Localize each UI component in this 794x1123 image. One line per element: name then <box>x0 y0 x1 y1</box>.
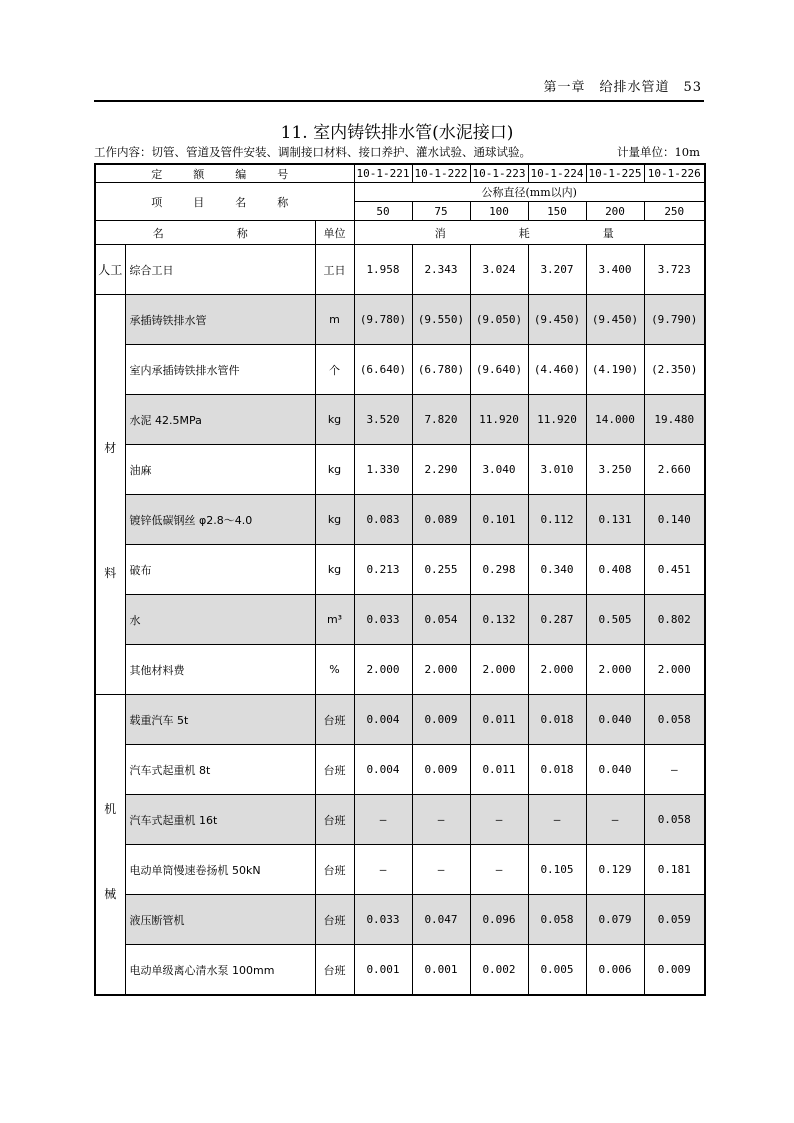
table-row <box>95 795 705 845</box>
table-row <box>95 845 705 895</box>
page-header <box>94 72 704 102</box>
item-unit: kg <box>315 545 354 595</box>
consumption-value: 0.054 <box>412 595 470 645</box>
consumption-value: 0.004 <box>354 695 412 745</box>
category-machine: 械 <box>104 886 117 901</box>
consumption-value: 0.047 <box>412 895 470 945</box>
unit-of-measure: 计量单位：10m <box>616 145 700 159</box>
table-row <box>95 745 705 795</box>
item-unit: 台班 <box>315 745 354 795</box>
col-name-header: 名 称 <box>95 221 315 245</box>
category-material: 材 <box>104 440 117 455</box>
item-unit: m³ <box>315 595 354 645</box>
table-row <box>95 345 705 395</box>
consumption-value: 0.105 <box>528 845 586 895</box>
consumption-value: 0.058 <box>644 695 705 745</box>
consumption-value: 3.400 <box>586 245 644 295</box>
item-name: 破布 <box>125 545 315 595</box>
consumption-value: 3.024 <box>470 245 528 295</box>
consumption-value: (9.780) <box>354 295 412 345</box>
diameter-label: 公称直径(mm以内) <box>354 183 705 202</box>
item-unit: 个 <box>315 345 354 395</box>
consumption-value: 0.287 <box>528 595 586 645</box>
consumption-value: 0.131 <box>586 495 644 545</box>
consumption-value: (9.050) <box>470 295 528 345</box>
item-unit: kg <box>315 445 354 495</box>
consumption-value: 0.298 <box>470 545 528 595</box>
quota-code-row <box>95 164 705 183</box>
consumption-value: 0.181 <box>644 845 705 895</box>
consumption-value: 0.140 <box>644 495 705 545</box>
consumption-value: 0.033 <box>354 595 412 645</box>
consumption-value: 0.009 <box>412 745 470 795</box>
consumption-value: 0.340 <box>528 545 586 595</box>
consumption-value: 2.000 <box>586 645 644 695</box>
table-row <box>95 645 705 695</box>
category-machine: 机 <box>104 801 117 816</box>
item-name: 电动单级离心清水泵 100mm <box>125 945 315 996</box>
table-row <box>95 245 705 295</box>
col-consumption-header: 消 耗 量 <box>354 221 705 245</box>
item-name: 水泥 42.5MPa <box>125 395 315 445</box>
table-row <box>95 695 705 745</box>
consumption-value: 0.011 <box>470 745 528 795</box>
consumption-value: (9.450) <box>528 295 586 345</box>
item-unit: kg <box>315 395 354 445</box>
consumption-value: — <box>354 845 412 895</box>
table-row <box>95 545 705 595</box>
consumption-value: (9.640) <box>470 345 528 395</box>
consumption-value: — <box>470 845 528 895</box>
consumption-value: (2.350) <box>644 345 705 395</box>
consumption-value: 2.000 <box>470 645 528 695</box>
consumption-value: 0.001 <box>354 945 412 996</box>
consumption-value: — <box>412 845 470 895</box>
diameter-value: 250 <box>644 202 705 221</box>
quota-code: 10-1-226 <box>644 164 705 183</box>
category-cell <box>95 295 125 695</box>
consumption-value: — <box>586 795 644 845</box>
consumption-value: 0.040 <box>586 745 644 795</box>
consumption-value: 0.001 <box>412 945 470 996</box>
consumption-value: 19.480 <box>644 395 705 445</box>
consumption-value: 1.330 <box>354 445 412 495</box>
consumption-value: (6.780) <box>412 345 470 395</box>
consumption-value: 11.920 <box>528 395 586 445</box>
consumption-value: 0.009 <box>412 695 470 745</box>
item-unit: 工日 <box>315 245 354 295</box>
item-name: 汽车式起重机 16t <box>125 795 315 845</box>
quota-code: 10-1-224 <box>528 164 586 183</box>
item-unit: 台班 <box>315 845 354 895</box>
consumption-value: 0.033 <box>354 895 412 945</box>
consumption-value: 0.011 <box>470 695 528 745</box>
consumption-value: 0.408 <box>586 545 644 595</box>
consumption-value: 0.451 <box>644 545 705 595</box>
consumption-value: (4.190) <box>586 345 644 395</box>
consumption-value: — <box>644 745 705 795</box>
consumption-value: 7.820 <box>412 395 470 445</box>
consumption-value: (9.790) <box>644 295 705 345</box>
item-name: 综合工日 <box>125 245 315 295</box>
quota-code: 10-1-222 <box>412 164 470 183</box>
consumption-value: — <box>528 795 586 845</box>
consumption-value: (6.640) <box>354 345 412 395</box>
consumption-value: 0.505 <box>586 595 644 645</box>
consumption-value: 3.723 <box>644 245 705 295</box>
table-row <box>95 395 705 445</box>
category-cell <box>95 695 125 996</box>
quota-code: 10-1-221 <box>354 164 412 183</box>
table-row <box>95 295 705 345</box>
consumption-value: 0.009 <box>644 945 705 996</box>
item-name: 承插铸铁排水管 <box>125 295 315 345</box>
diameter-value: 75 <box>412 202 470 221</box>
col-unit-header: 单位 <box>315 221 354 245</box>
consumption-value: 11.920 <box>470 395 528 445</box>
item-name: 油麻 <box>125 445 315 495</box>
quota-code: 10-1-225 <box>586 164 644 183</box>
consumption-value: 0.059 <box>644 895 705 945</box>
table-row <box>95 495 705 545</box>
item-name: 水 <box>125 595 315 645</box>
quota-code: 10-1-223 <box>470 164 528 183</box>
item-unit: 台班 <box>315 895 354 945</box>
category-cell <box>95 245 125 295</box>
consumption-value: 0.112 <box>528 495 586 545</box>
running-header: 第一章 给排水管道 53 <box>543 80 702 95</box>
item-name: 室内承插铸铁排水管件 <box>125 345 315 395</box>
consumption-value: 14.000 <box>586 395 644 445</box>
item-name-label: 项 目 名 称 <box>95 183 354 221</box>
consumption-value: 0.006 <box>586 945 644 996</box>
consumption-value: 2.343 <box>412 245 470 295</box>
consumption-value: 0.018 <box>528 695 586 745</box>
consumption-value: 0.002 <box>470 945 528 996</box>
category-material: 料 <box>104 565 117 580</box>
item-name: 液压断管机 <box>125 895 315 945</box>
consumption-value: 0.083 <box>354 495 412 545</box>
consumption-value: 0.132 <box>470 595 528 645</box>
consumption-value: 2.000 <box>644 645 705 695</box>
consumption-value: 0.058 <box>644 795 705 845</box>
diameter-value: 100 <box>470 202 528 221</box>
item-unit: % <box>315 645 354 695</box>
diameter-value: 50 <box>354 202 412 221</box>
consumption-value: 3.207 <box>528 245 586 295</box>
consumption-value: 1.958 <box>354 245 412 295</box>
consumption-value: 0.802 <box>644 595 705 645</box>
item-unit: 台班 <box>315 945 354 996</box>
item-unit: m <box>315 295 354 345</box>
consumption-value: 3.010 <box>528 445 586 495</box>
consumption-value: — <box>470 795 528 845</box>
quota-table <box>94 163 706 996</box>
table-row <box>95 445 705 495</box>
consumption-value: — <box>412 795 470 845</box>
consumption-value: (9.550) <box>412 295 470 345</box>
table-row <box>95 895 705 945</box>
consumption-value: 0.040 <box>586 695 644 745</box>
consumption-value: 2.000 <box>528 645 586 695</box>
consumption-value: 0.005 <box>528 945 586 996</box>
item-name: 载重汽车 5t <box>125 695 315 745</box>
consumption-value: 3.520 <box>354 395 412 445</box>
consumption-value: 0.079 <box>586 895 644 945</box>
column-header-row <box>95 221 705 245</box>
consumption-value: (4.460) <box>528 345 586 395</box>
consumption-value: 3.040 <box>470 445 528 495</box>
consumption-value: 0.058 <box>528 895 586 945</box>
consumption-value: 0.004 <box>354 745 412 795</box>
work-content: 工作内容：切管、管道及管件安装、调制接口材料、接口养护、灌水试验、通球试验。 <box>94 145 531 159</box>
item-unit: 台班 <box>315 695 354 745</box>
consumption-value: 0.213 <box>354 545 412 595</box>
consumption-value: 0.101 <box>470 495 528 545</box>
section-title: 11. 室内铸铁排水管(水泥接口) <box>280 123 514 143</box>
table-row <box>95 945 705 996</box>
consumption-value: 3.250 <box>586 445 644 495</box>
consumption-value: 0.129 <box>586 845 644 895</box>
table-row <box>95 595 705 645</box>
item-unit: 台班 <box>315 795 354 845</box>
item-name: 镀锌低碳钢丝 φ2.8～4.0 <box>125 495 315 545</box>
diameter-label-row <box>95 183 705 202</box>
consumption-value: (9.450) <box>586 295 644 345</box>
consumption-value: 0.255 <box>412 545 470 595</box>
diameter-value: 200 <box>586 202 644 221</box>
consumption-value: 2.000 <box>354 645 412 695</box>
category-labor: 人工 <box>98 263 123 277</box>
quota-label: 定 额 编 号 <box>95 164 354 183</box>
consumption-value: 2.000 <box>412 645 470 695</box>
item-name: 其他材料费 <box>125 645 315 695</box>
consumption-value: 2.290 <box>412 445 470 495</box>
consumption-value: 0.096 <box>470 895 528 945</box>
diameter-value: 150 <box>528 202 586 221</box>
item-name: 汽车式起重机 8t <box>125 745 315 795</box>
consumption-value: 2.660 <box>644 445 705 495</box>
item-unit: kg <box>315 495 354 545</box>
consumption-value: 0.089 <box>412 495 470 545</box>
consumption-value: — <box>354 795 412 845</box>
item-name: 电动单筒慢速卷扬机 50kN <box>125 845 315 895</box>
consumption-value: 0.018 <box>528 745 586 795</box>
